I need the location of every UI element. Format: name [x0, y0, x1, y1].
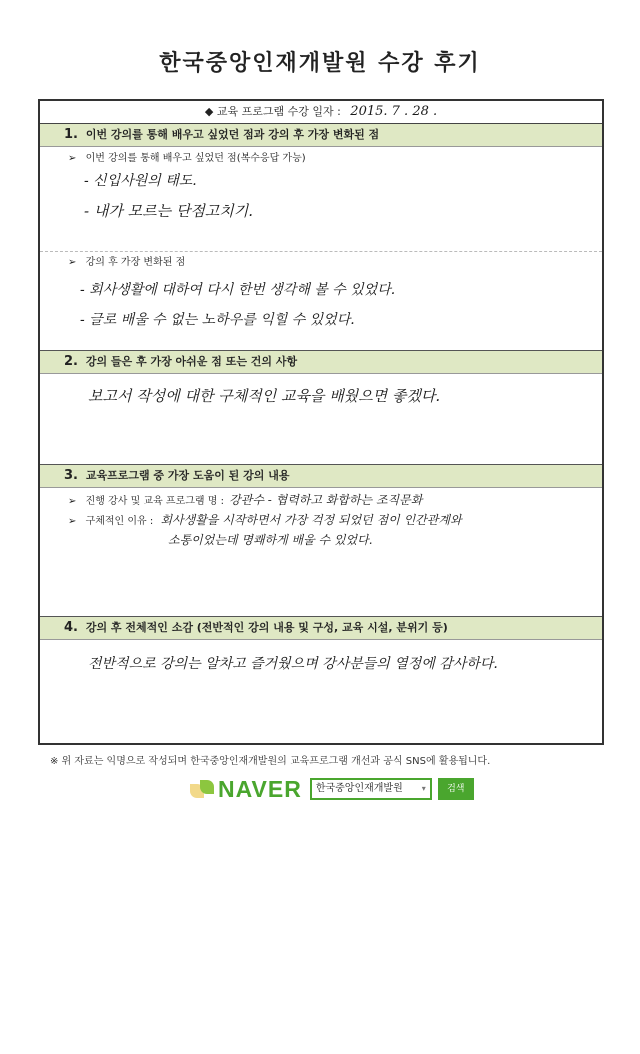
answer-2: 보고서 작성에 대한 구체적인 교육을 배웠으면 좋겠다.	[88, 387, 441, 405]
section-4-header	[40, 617, 602, 640]
section-3	[40, 465, 602, 617]
naver-leaf-icon	[190, 778, 216, 800]
section-heading: 교육프로그램 중 가장 도움이 된 강의 내용	[85, 469, 290, 482]
section-4	[40, 617, 602, 747]
section-1	[40, 124, 602, 351]
question-1b	[40, 255, 185, 271]
answer-4: 전반적으로 강의는 알차고 즐거웠으며 강사분들의 열정에 감사하다.	[88, 656, 498, 672]
review-form	[38, 99, 604, 745]
section-number: 2.	[64, 354, 78, 369]
search-input[interactable]	[310, 778, 432, 800]
question-label: 강의 후 가장 변화된 점	[85, 257, 186, 268]
search-button[interactable]: 검색	[438, 778, 474, 800]
naver-logo: NAVER	[218, 775, 302, 802]
date-value: 2015. 7 . 28 .	[350, 104, 438, 119]
naver-search-banner	[190, 775, 474, 803]
chevron-down-icon: ▾	[421, 784, 426, 793]
question-label: 이번 강의를 통해 배우고 싶었던 점(복수응답 가능)	[85, 153, 306, 164]
arrow-icon: ➢	[68, 496, 77, 507]
section-heading: 강의 후 전체적인 소감 (전반적인 강의 내용 및 구성, 교육 시설, 분위기 등)	[85, 621, 448, 634]
question-1a	[40, 151, 602, 167]
answer-1a-2: - 내가 모르는 단점고치기.	[84, 202, 254, 220]
section-number: 3.	[64, 468, 78, 483]
answer-1a-1: - 신입사원의 태도.	[84, 173, 197, 189]
reason-value-2: 소통이었는데 명쾌하게 배울 수 있었다.	[168, 533, 373, 547]
reason-row	[40, 512, 602, 528]
reason-label: 구체적인 이유 :	[85, 516, 154, 527]
reason-value-1: 회사생활을 시작하면서 가장 걱정 되었던 점이 인간관계와	[160, 513, 462, 527]
date-row	[40, 101, 602, 124]
page-title: 한국중앙인재개발원 수강 후기	[159, 51, 481, 76]
section-2	[40, 351, 602, 465]
answer-1b-2: - 글로 배울 수 없는 노하우를 익힐 수 있었다.	[80, 312, 355, 328]
section-number: 1.	[64, 127, 78, 142]
section-heading: 이번 강의를 통해 배우고 싶었던 점과 강의 후 가장 변화된 점	[85, 128, 380, 141]
arrow-icon: ➢	[68, 257, 77, 268]
section-3-header	[40, 465, 602, 488]
program-row	[40, 492, 602, 508]
answer-1b-1: - 회사생활에 대하여 다시 한번 생각해 볼 수 있었다.	[80, 282, 396, 298]
date-label: ◆ 교육 프로그램 수강 일자 :	[204, 105, 341, 118]
divider	[40, 251, 602, 252]
program-label: 진행 강사 및 교육 프로그램 명 :	[85, 496, 224, 507]
section-2-header	[40, 351, 602, 374]
program-value: 강관수 - 협력하고 화합하는 조직문화	[229, 493, 423, 507]
section-1-header	[40, 124, 602, 147]
arrow-icon: ➢	[68, 153, 77, 164]
search-value: 한국중앙인재개발원	[315, 783, 403, 794]
footnote: ※ 위 자료는 익명으로 작성되며 한국중앙인재개발원의 교육프로그램 개선과 공식 SNS에 활용됩니다.	[50, 756, 491, 767]
arrow-icon: ➢	[68, 516, 77, 527]
section-number: 4.	[64, 620, 78, 635]
section-heading: 강의 들은 후 가장 아쉬운 점 또는 건의 사항	[85, 355, 298, 368]
